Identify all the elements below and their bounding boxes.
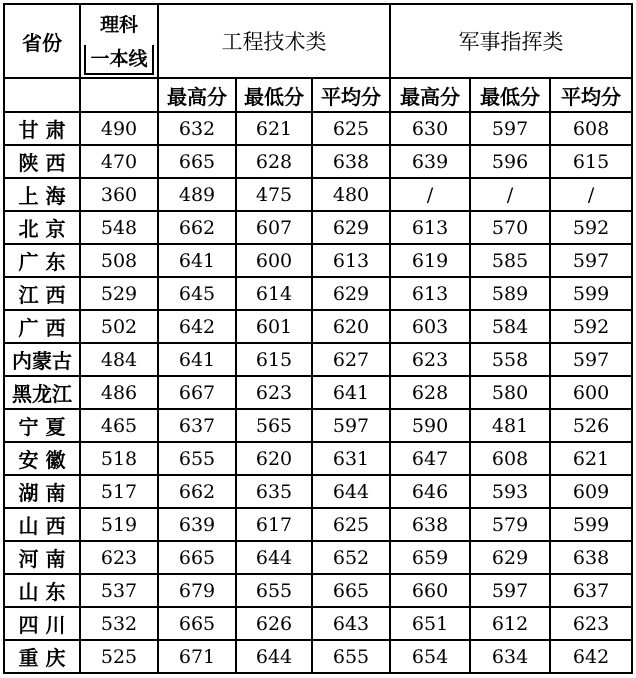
table-row xyxy=(4,112,632,145)
mil-avg-cell: 597 xyxy=(550,244,632,277)
eng-min-header: 最低分 xyxy=(236,78,312,112)
table-row xyxy=(4,640,632,673)
province-cell: 江 西 xyxy=(4,277,80,310)
first-tier-cell: 519 xyxy=(80,508,158,541)
table-row xyxy=(4,574,632,607)
mil-avg-cell: 592 xyxy=(550,310,632,343)
first-tier-cell: 360 xyxy=(80,178,158,211)
table-row xyxy=(4,376,632,409)
eng-avg-cell: 620 xyxy=(312,310,390,343)
mil-max-cell: 613 xyxy=(390,277,470,310)
eng-min-cell: 621 xyxy=(236,112,312,145)
table-row xyxy=(4,145,632,178)
eng-min-cell: 475 xyxy=(236,178,312,211)
mil-max-cell: 654 xyxy=(390,640,470,673)
subheader-blank-line xyxy=(80,78,158,112)
province-cell: 内蒙古 xyxy=(4,343,80,376)
mil-avg-cell: 599 xyxy=(550,277,632,310)
table-row xyxy=(4,607,632,640)
mil-avg-cell: 621 xyxy=(550,442,632,475)
mil-max-cell: 603 xyxy=(390,310,470,343)
eng-max-cell: 639 xyxy=(158,508,236,541)
mil-avg-cell: 609 xyxy=(550,475,632,508)
first-tier-cell: 537 xyxy=(80,574,158,607)
mil-min-cell: 596 xyxy=(470,145,550,178)
first-tier-header: 一本线 xyxy=(84,45,154,75)
mil-avg-cell: 642 xyxy=(550,640,632,673)
mil-max-cell: 651 xyxy=(390,607,470,640)
mil-min-cell: 481 xyxy=(470,409,550,442)
eng-min-cell: 565 xyxy=(236,409,312,442)
mil-min-cell: 584 xyxy=(470,310,550,343)
eng-avg-cell: 627 xyxy=(312,343,390,376)
table-row xyxy=(4,442,632,475)
eng-min-cell: 617 xyxy=(236,508,312,541)
mil-min-cell: 585 xyxy=(470,244,550,277)
eng-max-cell: 667 xyxy=(158,376,236,409)
mil-avg-cell: 637 xyxy=(550,574,632,607)
mil-avg-cell: 597 xyxy=(550,343,632,376)
eng-max-cell: 642 xyxy=(158,310,236,343)
eng-avg-cell: 625 xyxy=(312,508,390,541)
eng-min-cell: 600 xyxy=(236,244,312,277)
eng-avg-cell: 613 xyxy=(312,244,390,277)
table-row xyxy=(4,277,632,310)
province-cell: 重 庆 xyxy=(4,640,80,673)
subheader-row xyxy=(4,78,632,112)
province-cell: 安 徽 xyxy=(4,442,80,475)
admission-score-table xyxy=(3,3,633,674)
mil-max-cell: 647 xyxy=(390,442,470,475)
first-tier-cell: 529 xyxy=(80,277,158,310)
eng-max-cell: 645 xyxy=(158,277,236,310)
table-row xyxy=(4,178,632,211)
eng-max-cell: 489 xyxy=(158,178,236,211)
mil-max-cell: 659 xyxy=(390,541,470,574)
mil-min-cell: 634 xyxy=(470,640,550,673)
eng-avg-cell: 480 xyxy=(312,178,390,211)
province-cell: 甘 肃 xyxy=(4,112,80,145)
eng-avg-cell: 638 xyxy=(312,145,390,178)
mil-avg-cell: / xyxy=(550,178,632,211)
eng-avg-cell: 629 xyxy=(312,277,390,310)
province-header: 省份 xyxy=(4,4,80,78)
eng-max-cell: 641 xyxy=(158,343,236,376)
eng-avg-cell: 625 xyxy=(312,112,390,145)
first-tier-cell: 518 xyxy=(80,442,158,475)
mil-max-cell: / xyxy=(390,178,470,211)
eng-max-cell: 655 xyxy=(158,442,236,475)
eng-min-cell: 607 xyxy=(236,211,312,244)
first-tier-header-cell xyxy=(80,42,158,78)
mil-max-cell: 613 xyxy=(390,211,470,244)
table-row xyxy=(4,310,632,343)
first-tier-cell: 508 xyxy=(80,244,158,277)
eng-avg-cell: 597 xyxy=(312,409,390,442)
mil-max-cell: 630 xyxy=(390,112,470,145)
mil-max-cell: 623 xyxy=(390,343,470,376)
eng-max-cell: 665 xyxy=(158,607,236,640)
mil-min-cell: 580 xyxy=(470,376,550,409)
eng-avg-cell: 643 xyxy=(312,607,390,640)
first-tier-cell: 548 xyxy=(80,211,158,244)
mil-min-cell: 593 xyxy=(470,475,550,508)
first-tier-cell: 525 xyxy=(80,640,158,673)
table-body xyxy=(4,4,632,673)
eng-min-cell: 626 xyxy=(236,607,312,640)
eng-min-cell: 644 xyxy=(236,640,312,673)
first-tier-cell: 532 xyxy=(80,607,158,640)
eng-min-cell: 623 xyxy=(236,376,312,409)
mil-avg-cell: 623 xyxy=(550,607,632,640)
mil-min-cell: 612 xyxy=(470,607,550,640)
first-tier-cell: 486 xyxy=(80,376,158,409)
eng-min-cell: 644 xyxy=(236,541,312,574)
header-row-1 xyxy=(4,4,632,42)
eng-max-cell: 662 xyxy=(158,211,236,244)
eng-avg-header: 平均分 xyxy=(312,78,390,112)
mil-max-cell: 639 xyxy=(390,145,470,178)
province-cell: 宁 夏 xyxy=(4,409,80,442)
first-tier-cell: 465 xyxy=(80,409,158,442)
eng-min-cell: 615 xyxy=(236,343,312,376)
mil-max-header: 最高分 xyxy=(390,78,470,112)
mil-max-cell: 660 xyxy=(390,574,470,607)
province-cell: 河 南 xyxy=(4,541,80,574)
eng-max-cell: 679 xyxy=(158,574,236,607)
table-row xyxy=(4,409,632,442)
eng-avg-cell: 652 xyxy=(312,541,390,574)
province-cell: 上 海 xyxy=(4,178,80,211)
mil-avg-cell: 638 xyxy=(550,541,632,574)
eng-min-cell: 614 xyxy=(236,277,312,310)
eng-max-cell: 665 xyxy=(158,541,236,574)
mil-max-cell: 628 xyxy=(390,376,470,409)
eng-avg-cell: 665 xyxy=(312,574,390,607)
mil-avg-header: 平均分 xyxy=(550,78,632,112)
mil-max-cell: 619 xyxy=(390,244,470,277)
eng-max-cell: 671 xyxy=(158,640,236,673)
mil-avg-cell: 526 xyxy=(550,409,632,442)
mil-min-cell: / xyxy=(470,178,550,211)
eng-max-cell: 641 xyxy=(158,244,236,277)
mil-min-cell: 597 xyxy=(470,574,550,607)
eng-min-cell: 635 xyxy=(236,475,312,508)
eng-max-cell: 662 xyxy=(158,475,236,508)
eng-max-header: 最高分 xyxy=(158,78,236,112)
first-tier-cell: 517 xyxy=(80,475,158,508)
province-cell: 山 东 xyxy=(4,574,80,607)
mil-min-cell: 570 xyxy=(470,211,550,244)
province-cell: 陕 西 xyxy=(4,145,80,178)
mil-min-cell: 579 xyxy=(470,508,550,541)
science-header: 理科 xyxy=(80,4,158,42)
mil-avg-cell: 592 xyxy=(550,211,632,244)
eng-min-cell: 620 xyxy=(236,442,312,475)
province-cell: 广 西 xyxy=(4,310,80,343)
province-cell: 广 东 xyxy=(4,244,80,277)
table-row xyxy=(4,244,632,277)
subheader-blank-province xyxy=(4,78,80,112)
eng-min-cell: 628 xyxy=(236,145,312,178)
mil-min-header: 最低分 xyxy=(470,78,550,112)
mil-min-cell: 608 xyxy=(470,442,550,475)
first-tier-cell: 484 xyxy=(80,343,158,376)
eng-min-cell: 601 xyxy=(236,310,312,343)
province-cell: 北 京 xyxy=(4,211,80,244)
province-cell: 四 川 xyxy=(4,607,80,640)
mil-avg-cell: 608 xyxy=(550,112,632,145)
eng-avg-cell: 629 xyxy=(312,211,390,244)
table-row xyxy=(4,541,632,574)
mil-max-cell: 638 xyxy=(390,508,470,541)
first-tier-cell: 502 xyxy=(80,310,158,343)
mil-max-cell: 646 xyxy=(390,475,470,508)
table-row xyxy=(4,211,632,244)
first-tier-cell: 470 xyxy=(80,145,158,178)
eng-min-cell: 655 xyxy=(236,574,312,607)
mil-min-cell: 629 xyxy=(470,541,550,574)
engineering-category-header: 工程技术类 xyxy=(158,4,390,78)
eng-avg-cell: 631 xyxy=(312,442,390,475)
table-row xyxy=(4,475,632,508)
mil-avg-cell: 615 xyxy=(550,145,632,178)
mil-min-cell: 597 xyxy=(470,112,550,145)
mil-avg-cell: 600 xyxy=(550,376,632,409)
first-tier-cell: 490 xyxy=(80,112,158,145)
mil-min-cell: 558 xyxy=(470,343,550,376)
mil-avg-cell: 599 xyxy=(550,508,632,541)
eng-max-cell: 637 xyxy=(158,409,236,442)
eng-avg-cell: 641 xyxy=(312,376,390,409)
province-cell: 黑龙江 xyxy=(4,376,80,409)
province-cell: 山 西 xyxy=(4,508,80,541)
eng-max-cell: 665 xyxy=(158,145,236,178)
table-row xyxy=(4,508,632,541)
mil-max-cell: 590 xyxy=(390,409,470,442)
military-category-header: 军事指挥类 xyxy=(390,4,632,78)
province-cell: 湖 南 xyxy=(4,475,80,508)
eng-max-cell: 632 xyxy=(158,112,236,145)
eng-avg-cell: 655 xyxy=(312,640,390,673)
mil-min-cell: 589 xyxy=(470,277,550,310)
first-tier-cell: 623 xyxy=(80,541,158,574)
table-row xyxy=(4,343,632,376)
eng-avg-cell: 644 xyxy=(312,475,390,508)
